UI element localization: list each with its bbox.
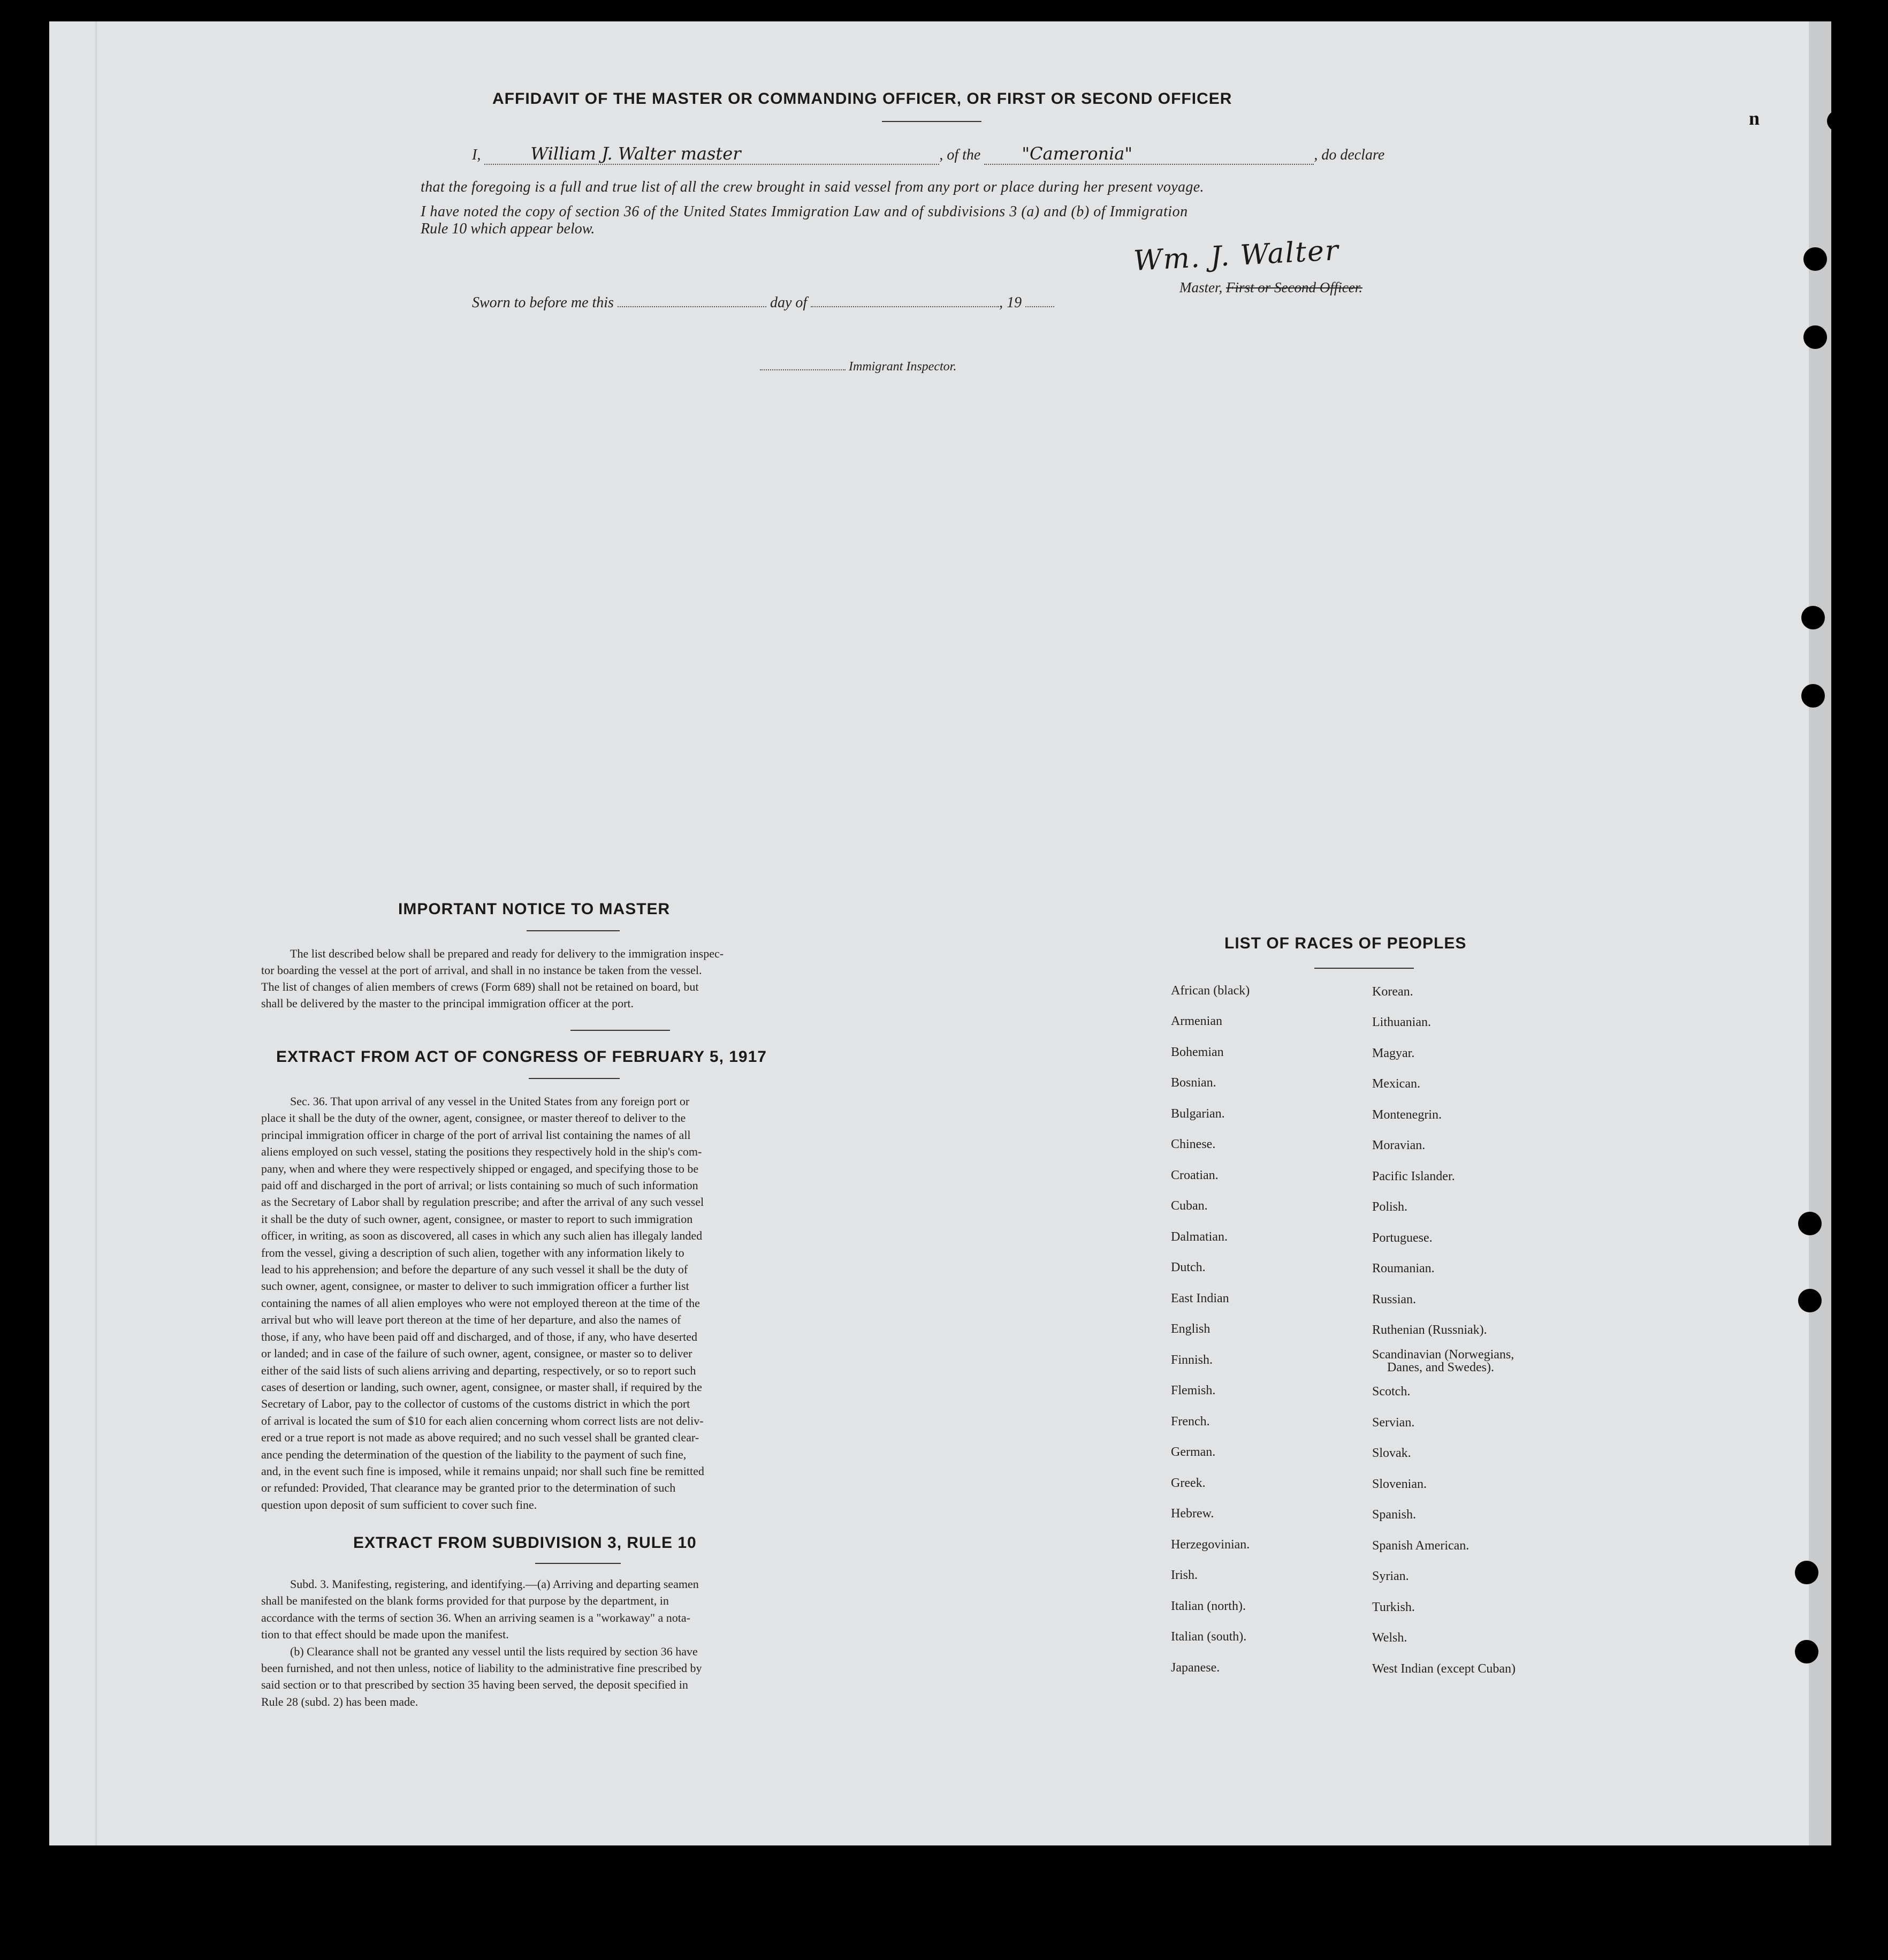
race-left: English: [1171, 1322, 1211, 1336]
notice-line: shall be delivered by the master to the principal immigration officer at the port.: [261, 997, 634, 1010]
races-rule: [1314, 968, 1414, 969]
race-left: Croatian.: [1171, 1168, 1219, 1182]
race-left: East Indian: [1171, 1292, 1229, 1305]
act-text: [261, 1093, 877, 1513]
race-left: Irish.: [1171, 1568, 1198, 1582]
race-right: Portuguese.: [1372, 1231, 1433, 1245]
race-right: Servian.: [1372, 1416, 1415, 1430]
race-left: Hebrew.: [1171, 1507, 1214, 1521]
rule-line: (b) Clearance shall not be granted any vessel until the lists required by section 36 have: [290, 1644, 698, 1658]
notice-title: IMPORTANT NOTICE TO MASTER: [398, 900, 671, 918]
notice-rule: [527, 930, 620, 931]
rule-line: Subd. 3. Manifesting, registering, and identifying.—(a) Arriving and departing seamen: [290, 1577, 699, 1591]
race-left: Italian (south).: [1171, 1630, 1247, 1644]
year-label: , 19: [999, 294, 1022, 311]
race-right: Syrian.: [1372, 1569, 1409, 1583]
page-fold: [95, 21, 97, 1845]
act-line: ered or a true report is not made as above required; and no such vessel shall be granted clear-: [261, 1431, 699, 1445]
act-line: and, in the event such fine is imposed, while it remains unpaid; nor shall such fine be remitted: [261, 1464, 704, 1478]
race-right: Moravian.: [1372, 1138, 1426, 1152]
affidavit-line-2: that the foregoing is a full and true list of all the crew brought in said vessel from any port or place during her present voyage.: [421, 179, 1204, 195]
sworn-month-field: [811, 293, 999, 307]
race-right: Mexican.: [1372, 1077, 1420, 1091]
race-left: Dutch.: [1171, 1260, 1206, 1274]
act-line: from the vessel, giving a description of such alien, together with any information likely to: [261, 1245, 684, 1259]
signer-title: [1179, 279, 1362, 296]
sworn-line: [472, 293, 1054, 312]
signer-master: Master,: [1179, 279, 1223, 295]
act-line: cases of desertion or landing, such owner, agent, consignee, or master shall, if required by the: [261, 1380, 702, 1394]
act-line: pany, when and where they were respectively shipped or engaged, and specifying those to be: [261, 1161, 699, 1175]
race-right: Montenegrin.: [1372, 1108, 1442, 1122]
race-right: Spanish.: [1372, 1508, 1417, 1522]
rule-rule: [535, 1563, 621, 1564]
act-line: or refunded: Provided, That clearance may be granted prior to the determination of such: [261, 1481, 676, 1495]
act-line: arrival but who will leave port thereon at the time of her departure, and also the names of: [261, 1313, 681, 1327]
vessel-name-field: "Cameronia": [984, 143, 1314, 165]
race-right: Turkish.: [1372, 1600, 1415, 1614]
race-left: Bosnian.: [1171, 1076, 1216, 1090]
punch-hole: [1803, 325, 1827, 349]
affidavit-title: AFFIDAVIT OF THE MASTER OR COMMANDING OFFICER, OR FIRST OR SECOND OFFICER: [492, 90, 1232, 108]
act-line: such owner, agent, consignee, or master to deliver to such immigration officer a further list: [261, 1279, 689, 1293]
notice-line: The list of changes of alien members of crews (Form 689) shall not be retained on board, but: [261, 980, 699, 993]
inspector-line: [760, 360, 956, 374]
race-right: Polish.: [1372, 1200, 1408, 1214]
act-line: ance pending the determination of the question of the liability to the payment of such fine,: [261, 1447, 687, 1461]
race-right: Russian.: [1372, 1293, 1417, 1306]
sworn-label: Sworn to before me this: [472, 294, 614, 311]
punch-hole: [1798, 1212, 1822, 1235]
of-the-label: , of the: [939, 147, 981, 163]
race-right: Slovenian.: [1372, 1477, 1427, 1491]
race-left: Chinese.: [1171, 1137, 1216, 1151]
rule-line: Rule 28 (subd. 2) has been made.: [261, 1695, 418, 1708]
sworn-year-field: [1025, 293, 1054, 307]
race-left: Herzegovinian.: [1171, 1538, 1250, 1552]
notice-text: [261, 945, 877, 1012]
race-left: German.: [1171, 1445, 1216, 1459]
rule-line: said section or to that prescribed by section 35 having been served, the deposit specified in: [261, 1678, 688, 1692]
act-title: EXTRACT FROM ACT OF CONGRESS OF FEBRUARY 5, 1917: [276, 1048, 767, 1066]
act-line: those, if any, who have been paid off and discharged, and of those, if any, who have deserted: [261, 1330, 697, 1343]
race-left: Armenian: [1171, 1014, 1222, 1028]
race-right: Welsh.: [1372, 1631, 1407, 1645]
act-line: officer, in writing, as soon as discovered, all cases in which any such alien has illegaly landed: [261, 1229, 703, 1243]
affidavit-line-3: I have noted the copy of section 36 of the United States Immigration Law and of subdivisions 3 (a) and (b) of Immigration: [421, 203, 1188, 220]
rule-title: EXTRACT FROM SUBDIVISION 3, RULE 10: [353, 1534, 697, 1552]
act-line: containing the names of all alien employes who were not employed thereon at the time of the: [261, 1296, 700, 1310]
race-left: French.: [1171, 1415, 1210, 1429]
punch-hole: [1801, 684, 1825, 708]
race-left: Italian (north).: [1171, 1599, 1246, 1613]
act-line: aliens employed on such vessel, stating the positions they respectively hold in the ship's com-: [261, 1145, 702, 1159]
act-rule: [529, 1078, 620, 1079]
master-name-field: William J. Walter master: [484, 143, 939, 165]
act-line: question upon deposit of sum sufficient to cover such fine.: [261, 1498, 537, 1511]
signer-struck: First or Second Officer.: [1226, 279, 1362, 295]
race-left: Finnish.: [1171, 1353, 1213, 1367]
race-left: Flemish.: [1171, 1384, 1216, 1397]
affidavit-line-4: Rule 10 which appear below.: [421, 221, 595, 237]
race-right: Magyar.: [1372, 1046, 1415, 1060]
rule-line: been furnished, and not then unless, notice of liability to the administrative fine prescribed by: [261, 1661, 702, 1675]
act-line: lead to his apprehension; and before the departure of any such vessel it shall be the duty of: [261, 1263, 688, 1277]
race-right: Spanish American.: [1372, 1539, 1470, 1553]
race-right: Scandinavian (Norwegians,: [1372, 1348, 1514, 1362]
rule-line: tion to that effect should be made upon the manifest.: [261, 1628, 509, 1642]
act-line: of arrival is located the sum of $10 for each alien concerning whom correct lists are not deliv-: [261, 1414, 704, 1427]
act-line: it shall be the duty of such owner, agent, consignee, or master to report to such immigration: [261, 1212, 693, 1226]
act-line: Secretary of Labor, pay to the collector of customs of the customs district in which the port: [261, 1397, 690, 1411]
act-line: paid off and discharged in the port of arrival; or lists containing so much of such information: [261, 1179, 698, 1192]
notice-end-rule: [570, 1030, 670, 1031]
punch-hole: [1798, 1289, 1822, 1312]
race-left: Japanese.: [1171, 1661, 1220, 1675]
act-line: as the Secretary of Labor shall by regulation prescribe; and after the arrival of any such vessel: [261, 1195, 704, 1209]
race-left: Cuban.: [1171, 1199, 1208, 1213]
race-right: Lithuanian.: [1372, 1015, 1431, 1029]
rule-line: accordance with the terms of section 36. When an arriving seamen is a "workaway" a nota-: [261, 1610, 690, 1624]
race-left: Dalmatian.: [1171, 1230, 1228, 1244]
punch-hole: [1827, 109, 1855, 133]
race-right: Roumanian.: [1372, 1262, 1435, 1275]
punch-hole: [1795, 1640, 1818, 1663]
act-line: either of the said lists of such aliens arriving and departing, respectively, or so to report such: [261, 1363, 696, 1377]
corner-mark: n: [1749, 108, 1760, 129]
notice-line: The list described below shall be prepared and ready for delivery to the immigration inspec-: [290, 947, 724, 960]
race-right: Korean.: [1372, 985, 1413, 999]
notice-line: tor boarding the vessel at the port of arrival, and shall in no instance be taken from the vessel.: [261, 963, 702, 977]
inspector-field: [760, 360, 846, 370]
title-rule: [882, 121, 981, 122]
race-left: Greek.: [1171, 1476, 1206, 1490]
affidavit-line-1: [472, 143, 1384, 165]
act-line: or landed; and in case of the failure of such owner, agent, consignee, or master so to deliver: [261, 1347, 692, 1361]
sworn-day-field: [618, 293, 766, 307]
master-signature: Wm. J. Walter: [1132, 234, 1341, 278]
race-right: Ruthenian (Russniak).: [1372, 1323, 1487, 1337]
do-declare-label: , do declare: [1314, 147, 1385, 163]
race-left: African (black): [1171, 984, 1250, 998]
punch-hole: [1801, 606, 1825, 629]
punch-hole: [1795, 1561, 1818, 1584]
races-title: LIST OF RACES OF PEOPLES: [1224, 935, 1467, 952]
prefix-i: I,: [472, 147, 481, 163]
act-line: principal immigration officer in charge of the port of arrival list containing the names of all: [261, 1128, 691, 1142]
day-of-label: day of: [770, 294, 808, 311]
race-right-cont: Danes, and Swedes).: [1387, 1361, 1494, 1374]
rule-text: [261, 1576, 877, 1710]
race-right: Scotch.: [1372, 1385, 1411, 1399]
race-right: West Indian (except Cuban): [1372, 1662, 1516, 1676]
inspector-label: Immigrant Inspector.: [849, 360, 957, 374]
act-line: place it shall be the duty of the owner, agent, consignee, or master thereof to deliver to the: [261, 1111, 686, 1125]
race-right: Pacific Islander.: [1372, 1169, 1455, 1183]
act-line: Sec. 36. That upon arrival of any vessel in the United States from any foreign port or: [290, 1095, 690, 1108]
race-left: Bohemian: [1171, 1045, 1224, 1059]
rule-line: shall be manifested on the blank forms provided for that purpose by the department, in: [261, 1594, 669, 1608]
punch-hole: [1803, 247, 1827, 271]
race-left: Bulgarian.: [1171, 1107, 1225, 1121]
race-right: Slovak.: [1372, 1446, 1411, 1460]
